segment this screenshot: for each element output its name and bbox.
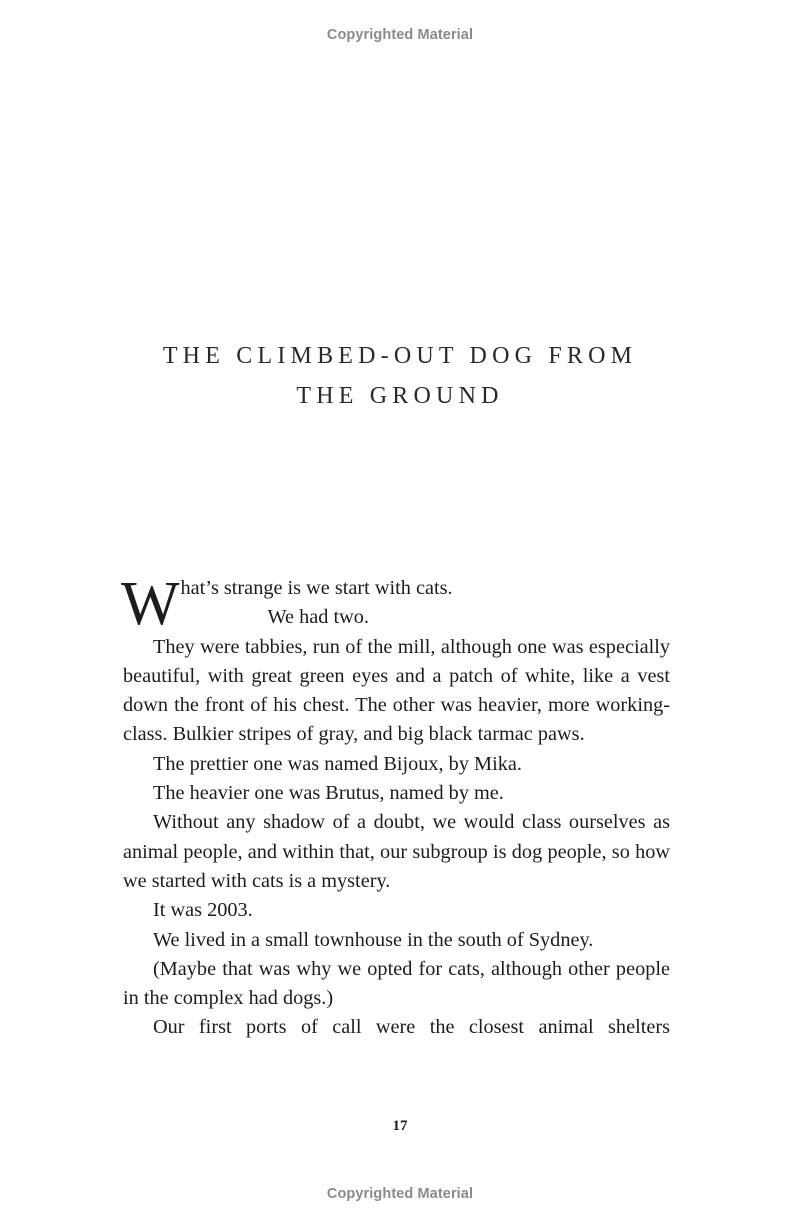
paragraph-4: The prettier one was named Bijoux, by Mika.	[153, 752, 522, 775]
page-number: 17	[392, 1118, 408, 1134]
paragraph-1-text: hat’s strange is we start with cats.	[180, 577, 453, 599]
copyright-watermark-bottom: Copyrighted Material	[326, 1186, 474, 1202]
paragraph-3: They were tabbies, run of the mill, although one was especially beautiful, with great green eyes and a patch of white, like a vest down the front of his chest. The other was heavier, more working-class. Bulkier stripes of gray, and big black tarmac paws.	[123, 635, 670, 746]
paragraph-5: The heavier one was Brutus, named by me.	[153, 782, 504, 805]
chapter-title	[0, 336, 800, 416]
chapter-title-line-1: THE CLIMBED-OUT DOG FROM	[162, 343, 638, 369]
paragraph-10: Our first ports of call were the closest animal shelters	[153, 1016, 670, 1039]
paragraph-6: Without any shadow of a doubt, we would class ourselves as animal people, and within that, our subgroup is dog people, so how we started with cats is a mystery.	[123, 811, 670, 892]
paragraph-9: (Maybe that was why we opted for cats, although other people in the complex had dogs.)	[123, 957, 670, 1010]
paragraph-7: It was 2003.	[153, 899, 253, 922]
drop-cap: W	[121, 570, 180, 638]
chapter-title-line-2: THE GROUND	[296, 383, 504, 409]
copyright-watermark-top: Copyrighted Material	[326, 27, 474, 43]
paragraph-2: We had two.	[267, 606, 369, 629]
chapter-body	[121, 570, 670, 1043]
paragraph-8: We lived in a small townhouse in the south of Sydney.	[153, 928, 594, 951]
